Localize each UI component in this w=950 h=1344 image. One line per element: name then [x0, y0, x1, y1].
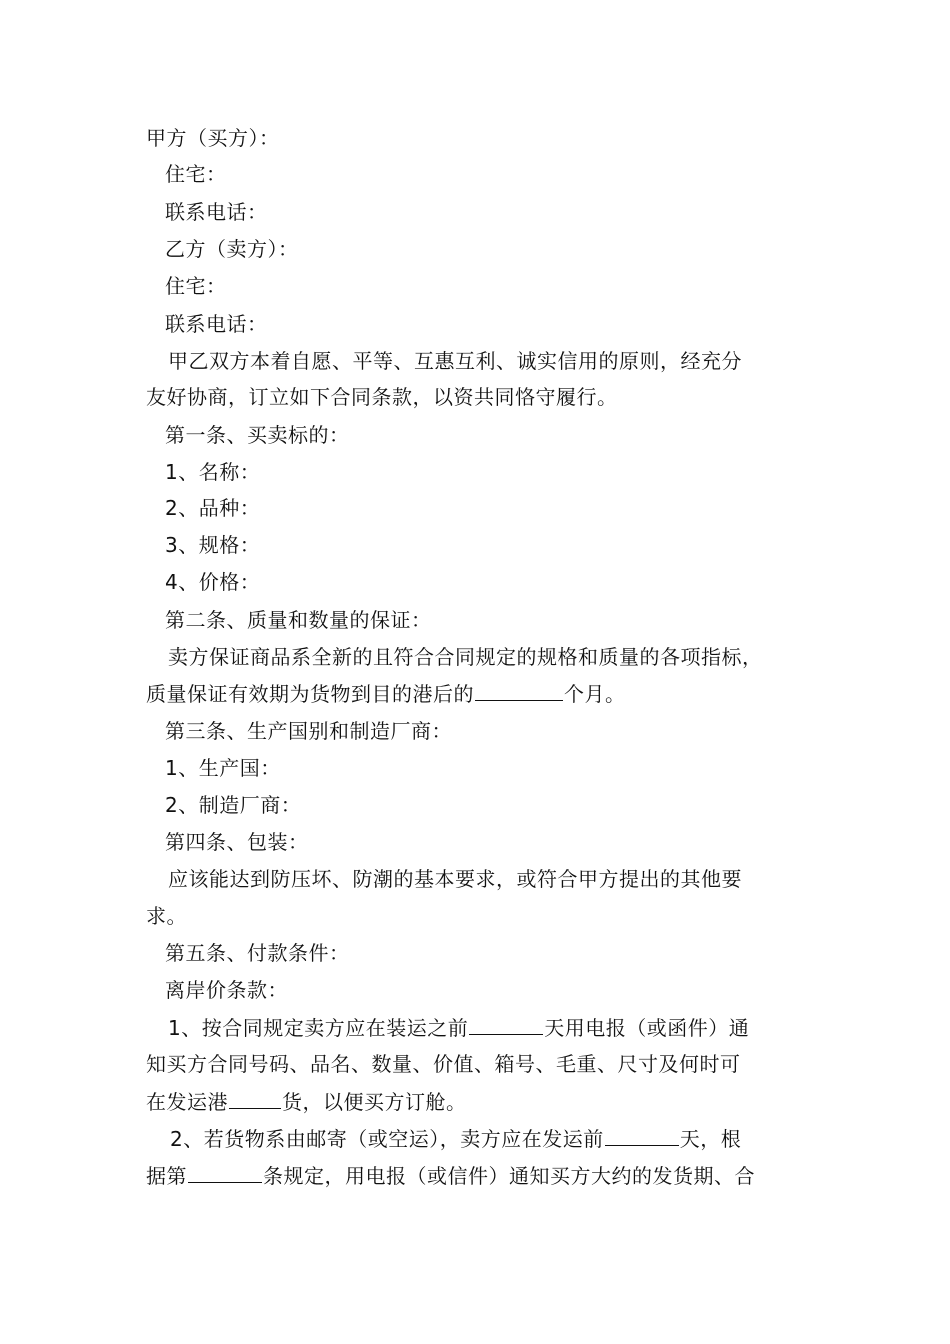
preamble-line-1: 甲乙双方本着自愿、平等、互惠互利、诚实信用的原则，经充分 — [168, 349, 742, 373]
article-1-item-1: 1、名称： — [165, 460, 261, 484]
clause-2-text-b: 天，根 — [679, 1127, 742, 1151]
preamble-line-2: 友好协商，订立如下合同条款，以资共同恪守履行。 — [146, 385, 618, 409]
clause-1-text-b: 天用电报（或函件）通 — [544, 1016, 750, 1040]
article-3-title: 第三条、生产国别和制造厂商： — [165, 719, 452, 743]
article-2-text-2 — [146, 680, 626, 707]
blank-line — [229, 1088, 281, 1109]
article-5-clause-1-line-3 — [146, 1088, 467, 1115]
article-5-clause-2-line-2 — [146, 1162, 755, 1189]
clause-2-text-c: 据第 — [146, 1164, 187, 1188]
article-3-item-1: 1、生产国： — [165, 756, 281, 780]
article-2-text-2a: 质量保证有效期为货物到目的港后的 — [146, 682, 474, 706]
article-2-text-1: 卖方保证商品系全新的且符合合同规定的规格和质量的各项指标， — [168, 645, 763, 669]
party-a-line: 甲方（买方）： — [146, 126, 280, 150]
blank-line — [188, 1162, 262, 1183]
clause-1-text-d: 货，以便买方订舱。 — [282, 1090, 467, 1114]
clause-1-text-c: 在发运港 — [146, 1090, 228, 1114]
party-b-line: 乙方（卖方）： — [165, 237, 299, 261]
article-5-clause-1-line-2: 知买方合同号码、品名、数量、价值、箱号、毛重、尺寸及何时可 — [146, 1052, 741, 1076]
article-3-item-2: 2、制造厂商： — [165, 793, 302, 817]
article-1-item-3: 3、规格： — [165, 533, 261, 557]
blank-line — [605, 1125, 679, 1146]
article-4-text-1: 应该能达到防压坏、防潮的基本要求，或符合甲方提出的其他要 — [168, 867, 742, 891]
blank-line — [475, 680, 563, 701]
clause-2-text-a: 2、若货物系由邮寄（或空运），卖方应在发运前 — [170, 1127, 604, 1151]
article-5-subtitle: 离岸价条款： — [165, 978, 288, 1002]
party-b-phone: 联系电话： — [165, 312, 268, 336]
party-a-phone: 联系电话： — [165, 200, 268, 224]
article-2-title: 第二条、质量和数量的保证： — [165, 608, 432, 632]
article-5-title: 第五条、付款条件： — [165, 941, 350, 965]
article-5-clause-2-line-1 — [170, 1125, 741, 1152]
clause-2-text-d: 条规定，用电报（或信件）通知买方大约的发货期、合 — [263, 1164, 755, 1188]
blank-line — [469, 1014, 543, 1035]
party-a-address: 住宅： — [165, 162, 227, 186]
article-1-item-2: 2、品种： — [165, 496, 261, 520]
article-2-text-2b: 个月。 — [564, 682, 626, 706]
article-4-title: 第四条、包装： — [165, 830, 309, 854]
article-1-title: 第一条、买卖标的： — [165, 423, 350, 447]
article-1-item-4: 4、价格： — [165, 570, 261, 594]
article-4-text-2: 求。 — [146, 904, 187, 928]
clause-1-text-a: 1、按合同规定卖方应在装运之前 — [168, 1016, 469, 1040]
article-5-clause-1-line-1 — [168, 1014, 749, 1041]
party-b-address: 住宅： — [165, 274, 227, 298]
